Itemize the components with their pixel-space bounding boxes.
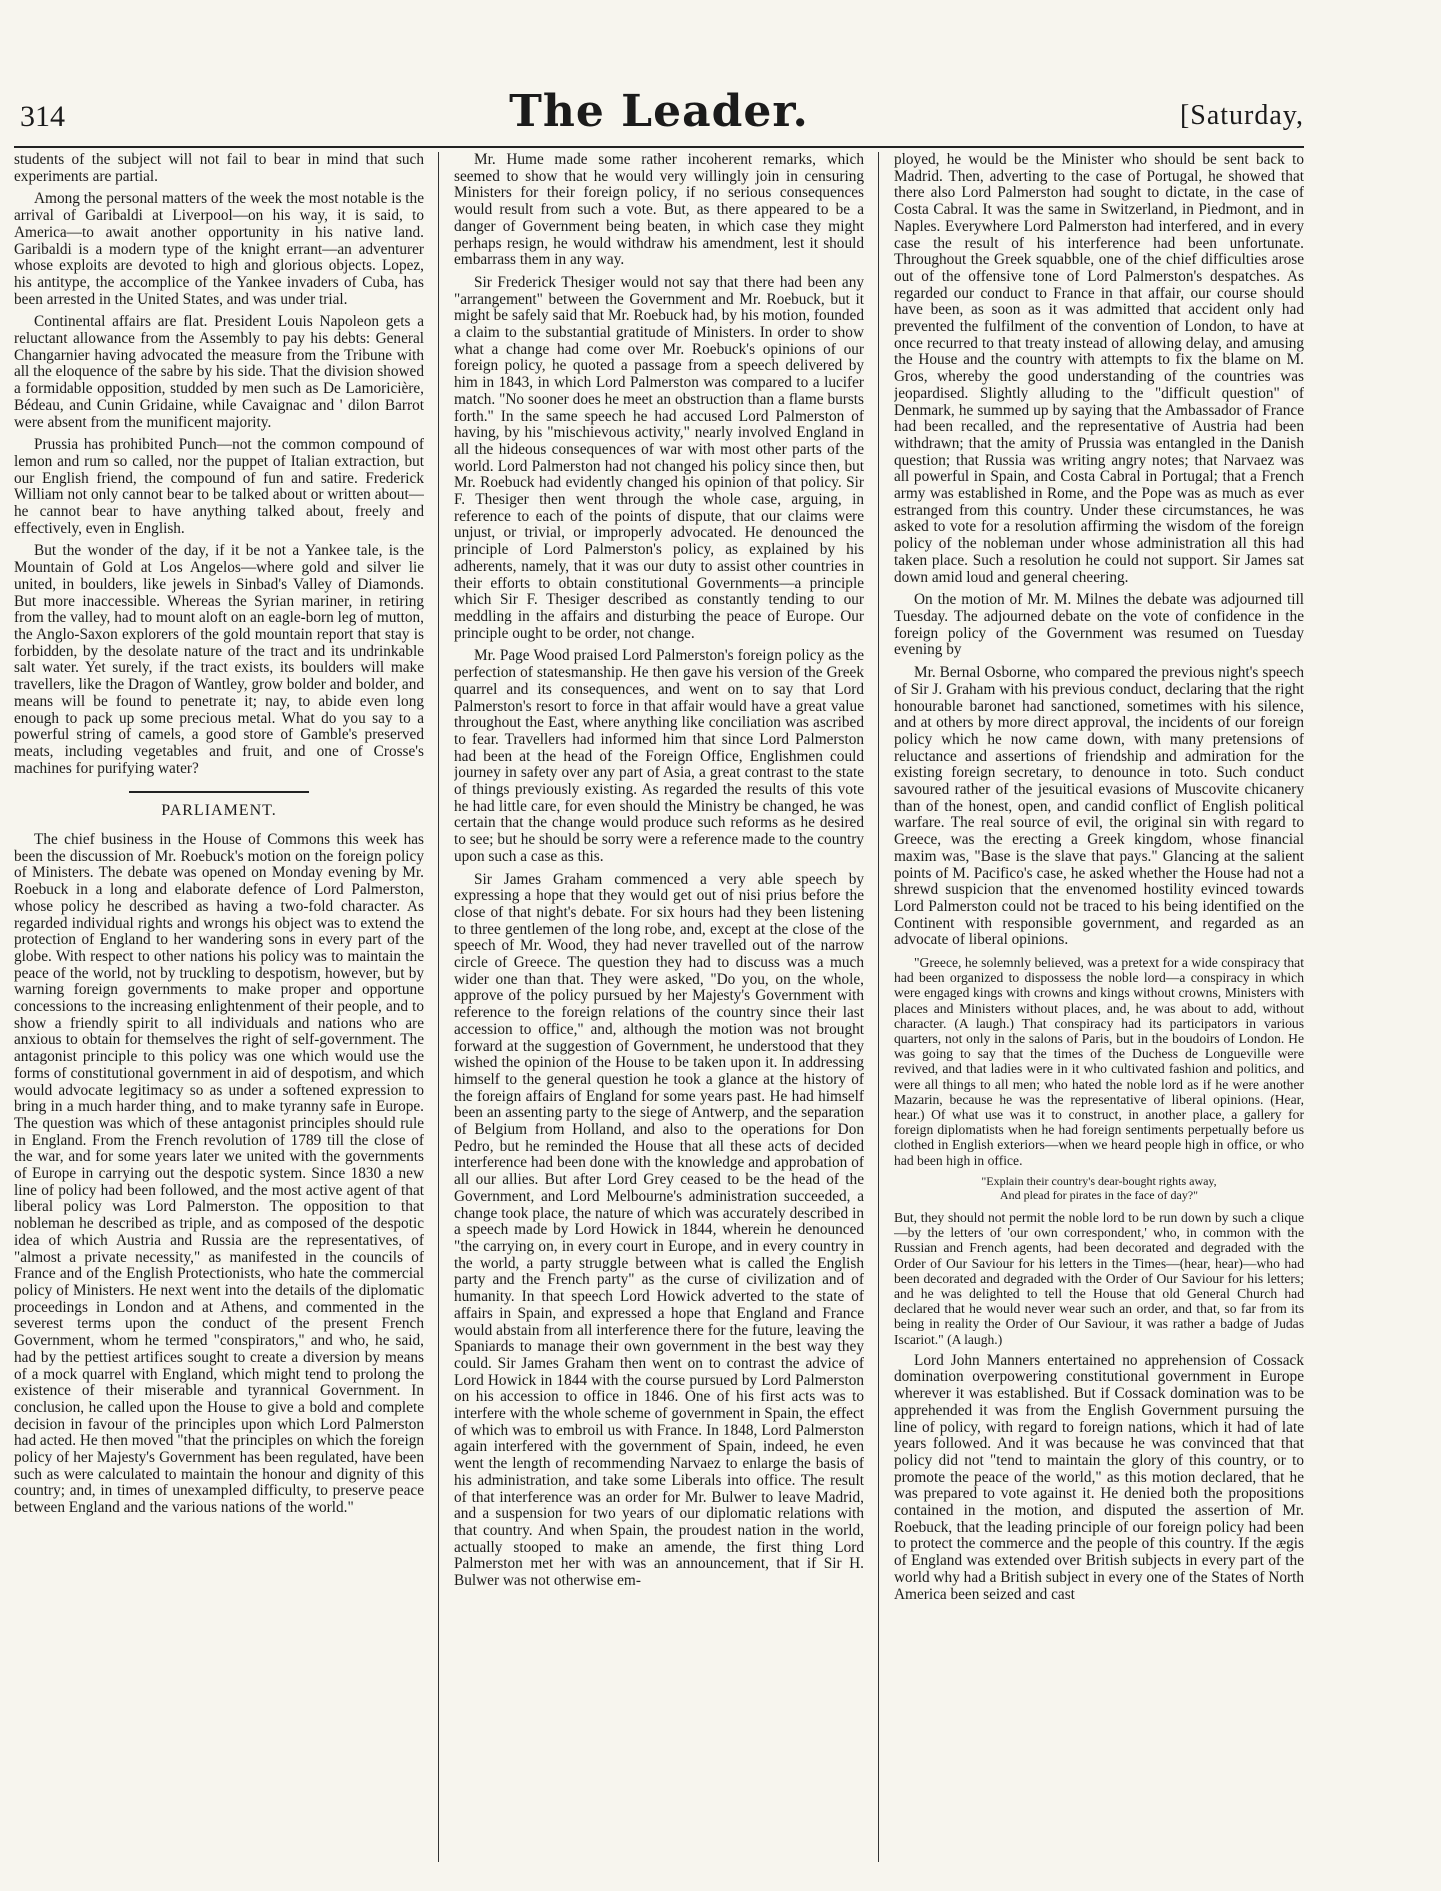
section-rule [129, 791, 309, 793]
paragraph: Prussia has prohibited Punch—not the common compound of lemon and rum so called, nor the puppet of Italian extraction, but our English friend, the compound of fun and satire. Frederick William not only cannot bear to be talked about or written about—he cannot bear to have anything talked about, freely and effectively, even in English. [14, 436, 424, 537]
verse-quotation [894, 1174, 1304, 1202]
column-divider [438, 152, 439, 1862]
newspaper-title: The Leader. [509, 86, 809, 137]
paragraph: Among the personal matters of the week the most notable is the arrival of Garibaldi at Liverpool—on his way, it is said, to America—to await another opportunity in his native land. Garibaldi is a modern type of the knight errant—an adventurer whose exploits are devoted to high and glorious objects. Lopez, his antitype, the accomplice of the Yankee invaders of Cuba, has been arrested in the United States, and was under trial. [14, 190, 424, 308]
quoted-speech: "Greece, he solemnly believed, was a pretext for a wide conspiracy that had been organized to dispossess the noble lord—a conspiracy in which were engaged kings with crowns and kings without crowns, Ministers with places and Ministers without places, and, he was about to add, without character. (A laugh.) That conspiracy had its participators in various quarters, not only in the salons of Paris, but in the boudoirs of London. He was going to say that the times of the Duchess de Longueville were revived, and that ladies were in it who cultivated fashion and politics, and were all things to all men; who hated the noble lord as if he were another Mazarin, because he was the representative of liberal opinions. (Hear, hear.) Of what use was it to construct, in another place, a gallery for foreign diplomatists when he had foreign sentiments perpetually before us clothed in English exteriors—when we heard people high in office, or who had been high in office. [894, 955, 1304, 1168]
paragraph: Mr. Page Wood praised Lord Palmerston's foreign policy as the perfection of statesmanship. He then gave his version of the Greek quarrel and its consequences, and went on to say that Lord Palmerston's resort to force in that affair would have a great value throughout the East, where anything like conciliation was ascribed to fear. Travellers had informed him that since Lord Palmerston had been at the head of the Foreign Office, Englishmen could journey in safety over any part of Asia, a great contrast to the state of things previously existing. As regarded the results of this vote he had little care, for even should the Ministry be changed, he was certain that the change would produce such reforms as he desired to see; but he should be sorry were a reference made to the country upon such a case as this. [454, 647, 864, 865]
paragraph: But the wonder of the day, if it be not a Yankee tale, is the Mountain of Gold at Los Angelos—where gold and silver lie united, in boulders, like jewels in Sinbad's Valley of Diamonds. But more inaccessible. Whereas the Syrian mariner, in retiring from the valley, had to mount aloft on an eagle-born leg of mutton, the Anglo-Saxon explorers of the gold mountain report that stay is forbidden, by the desolate nature of the tract and its undrinkable salt water. Yet surely, if the tract exists, its boulders will make travellers, like the Dragon of Wantley, grow bolder and bolder, and means will be found to penetrate it; nay, to abide even long enough to pack up some precious metal. What do you say to a powerful string of camels, a good store of Gamble's preserved meats, including vegetables and fruit, and one of Crosse's machines for purifying water? [14, 542, 424, 777]
paragraph: The chief business in the House of Commons this week has been the discussion of Mr. Roebuck's motion on the foreign policy of Ministers. The debate was opened on Monday evening by Mr. Roebuck in a long and elaborate defence of Lord Palmerston, whose policy he described as having a two-fold character. As regarded individual rights and wrongs his object was to extend the protection of England to her wandering sons in every part of the globe. With respect to other nations his policy was to maintain the peace of the world, not by truckling to despotism, however, but by warning foreign governments to make proper and opportune concessions to the increasing enlightenment of their people, and to show a friendly spirit to all individuals and nations who are anxious to obtain for themselves the right of self-government. The antagonist principle to this policy was one which would use the forms of constitutional government in aid of despotism, and which would advocate legitimacy so as under a softened expression to bring in a much harder thing, and to make tyranny safe in Europe. The question was which of these antagonist principles should rule in England. From the French revolution of 1789 till the close of the war, and for some years later we united with the governments of Europe in carrying out the despotic system. Since 1830 a new line of policy had been followed, and the most active agent of that liberal policy was Lord Palmerston. The opposition to that nobleman he described as triple, and as composed of the despotic idea of which Austria and Russia are the representatives, of "almost a private necessity," as manifested in the councils of France and of the English Protectionists, who hate the commercial policy of Ministers. He next went into the details of the diplomatic proceedings in London and at Athens, and commented in the severest terms upon the conduct of the present French Government, whom he termed "conspirators," and who, he said, had by the pettiest artifices sought to create a diversion by means of a mock quarrel with England, which might tend to prolong the existence of their miserable and tyrannical Government. In conclusion, he called upon the House to give a bold and complete decision in favour of the principles upon which Lord Palmerston had acted. He then moved "that the principles on which the foreign policy of her Majesty's Government has been regulated, have been such as were calculated to maintain the honour and dignity of this country; and, in times of unexampled difficulty, to preserve peace between England and the various nations of the world." [14, 831, 424, 1517]
section-heading: PARLIAMENT. [161, 802, 277, 820]
verse-line: And plead for pirates in the face of day?" [999, 1187, 1199, 1202]
page-number: 314 [20, 100, 65, 133]
paragraph: Sir James Graham commenced a very able speech by expressing a hope that they would get out of nisi prius before the close of that night's debate. For six hours had they been listening to three gentlemen of the long robe, and, except at the close of the speech of Mr. Wood, they had never travelled out of the narrow circle of Greece. The question they had to discuss was a much wider one than that. They were asked, "Do you, on the whole, approve of the policy pursued by her Majesty's Government with reference to the foreign relations of the country since their last accession to office," and, although the motion was not brought forward at the suggestion of Government, he understood that they wished the opinion of the House to be taken upon it. In addressing himself to the general question he took a glance at the history of the foreign affairs of England for some years past. He had himself been an assenting party to the siege of Antwerp, and the separation of Belgium from Holland, and also to the operations for Don Pedro, but he reminded the House that all these acts of decided interference had been done with the knowledge and approbation of all our allies. But after Lord Grey ceased to be the head of the Government, and Lord Melbourne's administration succeeded, a change took place, the nature of which was accurately described in a speech made by Lord Howick in 1844, wherein he denounced "the carrying on, in every court in Europe, and in every country in the world, a party struggle between what is called the English party and the French party" as the curse of civilization and of humanity. In that speech Lord Howick adverted to the state of affairs in Spain, and expressed a hope that England and France would abstain from all interference there for the future, leaving the Spaniards to manage their own government in the best way they could. Sir James Graham then went on to contrast the advice of Lord Howick in 1844 with the course pursued by Lord Palmerston on his accession to office in 1846. One of his first acts was to interfere with the whole scheme of government in Spain, the effect of which was to embroil us with France. In 1848, Lord Palmerston again interfered with the government of Spain, indeed, he even went the length of recommending Narvaez to enlarge the basis of his administration, and take some Liberals into office. The result of that interference was an order for Mr. Bulwer to leave Madrid, and a suspension for two years of our diplomatic relations with that country. And when Spain, the proudest nation in the world, actually stooped to make an amende, the first thing Lord Palmerston met her with was an announcement, that if Sir H. Bulwer was not otherwise em- [454, 870, 864, 1590]
paragraph: students of the subject will not fail to bear in mind that such experiments are partial. [14, 152, 424, 185]
paragraph: Mr. Bernal Osborne, who compared the previous night's speech of Sir J. Graham with his previous conduct, declaring that the right honourable baronet had sanctioned, sometimes with his silence, and at others by more direct approval, the incidents of our foreign policy which he now came down, with many pretensions of reluctance and assertions of friendship and admiration for the existing foreign secretary, to denounce in toto. Such conduct savoured rather of the jesuitical evasions of Muscovite chicanery than of the honest, open, and candid conflict of English political warfare. The real source of evil, the original sin with regard to Greece, was the erecting a Greek kingdom, whose financial maxim was, "Base is the slave that pays." Glancing at the salient points of M. Pacifico's case, he asked whether the House had not a shrewd suspicion that the envenomed hostility evinced towards Lord Palmerston could not be traced to his being identified on the Continent with responsible government, and regarded as an advocate of liberal opinions. [894, 664, 1304, 949]
column-divider [878, 152, 879, 1862]
masthead-rule [14, 146, 1304, 148]
issue-day: [Saturday, [1179, 100, 1304, 131]
column-left [14, 152, 424, 1862]
column-middle [454, 152, 864, 1862]
column-right [894, 152, 1304, 1862]
paragraph: On the motion of Mr. M. Milnes the debate was adjourned till Tuesday. The adjourned debate on the vote of confidence in the foreign policy of the Government was resumed on Tuesday evening by [894, 591, 1304, 659]
paragraph: Sir Frederick Thesiger would not say that there had been any "arrangement" between the Government and Mr. Roebuck, but it might be safely said that Mr. Roebuck had, by his motion, founded a claim to the substantial gratitude of Ministers. In order to show what a change had come over Mr. Roebuck's opinions of our foreign policy, he quoted a passage from a speech delivered by him in 1843, in which Lord Palmerston was compared to a lucifer match. "No sooner does he meet an obstruction than a flame bursts forth." In the same speech he had accused Lord Palmerston of having, by his "mischievous activity," nearly involved England in all the hideous consequences of war with most other parts of the world. Lord Palmerston had not changed his policy since then, but Mr. Roebuck had evidently changed his opinion of that policy. Sir F. Thesiger then went through the whole case, arguing, in reference to each of the points of dispute, that our claims were unjust, or trivial, or improperly advocated. He denounced the principle of Lord Palmerston's policy, as explained by his adherents, namely, that it was our duty to assist other countries in their efforts to obtain constitutional Governments—a principle which Sir F. Thesiger described as constantly tending to our meddling in the affairs and disturbing the peace of Europe. Our principle ought to be order, not change. [454, 273, 864, 642]
verse-line: "Explain their country's dear-bought rights away, [981, 1173, 1217, 1188]
paragraph: Lord John Manners entertained no apprehension of Cossack domination overpowering constitutional government in Europe wherever it was established. But if Cossack domination was to be apprehended it was from the English Government pursuing the line of policy, with regard to foreign nations, which it had of late years followed. And it was because he was convinced that that policy did not "tend to maintain the glory of this country, or to promote the peace of the world," as this motion declared, that he was prepared to vote against it. He denied both the propositions contained in the motion, and disputed the assertion of Mr. Roebuck, that the leading principle of our foreign policy had been to protect the commerce and the people of this country. If the ægis of England was extended over British subjects in every part of the world why had a British subject in every one of the States of North America been seized and cast [894, 1351, 1304, 1603]
paragraph: ployed, he would be the Minister who should be sent back to Madrid. Then, adverting to the case of Portugal, he showed that there also Lord Palmerston had sought to dictate, in the case of Costa Cabral. It was the same in Switzerland, in Piedmont, and in Naples. Everywhere Lord Palmerston had interfered, and in every case the result of his interference had been unfortunate. Throughout the Greek squabble, one of the chief difficulties arose out of the offensive tone of Lord Palmerston's despatches. As regarded our conduct to France in that affair, our course should have been, as soon as it was admitted that accident only had prevented the fulfilment of the convention of London, to have at once recurred to that treaty instead of allowing delay, and amusing the House and the country with attempts to fix the blame on M. Gros, whereby the good understanding of the countries was jeopardised. Slightly alluding to the "difficult question" of Denmark, he summed up by saying that the Ambassador of France had been recalled, and the representative of Austria had been withdrawn; that the amity of Prussia was entangled in the Danish question; that Russia was writing angry notes; that Narvaez was all powerful in Spain, and Costa Cabral in Portugal; that a French army was established in Rome, and the Pope was as much as ever estranged from this country. Under these circumstances, he was asked to vote for a resolution affirming the wisdom of the foreign policy of the nobleman under whose administration all this had taken place. Such a resolution he could not support. Sir James sat down amid loud and general cheering. [894, 152, 1304, 586]
paragraph: Mr. Hume made some rather incoherent remarks, which seemed to show that he would very willingly join in censuring Ministers for their foreign policy, if no serious consequences would result from such a vote. But, as there appeared to be a danger of Government being beaten, in which case they might perhaps resign, he would withdraw his amendment, lest it should embarrass them in any way. [454, 152, 864, 269]
quoted-speech: But, they should not permit the noble lord to be run down by such a clique—by the letters of 'our own correspondent,' who, in common with the Russian and French agents, had been decorated and degraded with the Order of Our Saviour for his letters in the Times—(hear, hear)—who had been decorated and degraded with the Order of Our Saviour for his letters; and he was delighted to tell the House that old General Church had declared that he would never wear such an order, and that, so far from its being in reality the Order of Our Saviour, it was rather a badge of Judas Iscariot." (A laugh.) [894, 1209, 1304, 1347]
masthead [14, 86, 1304, 148]
paragraph: Continental affairs are flat. President Louis Napoleon gets a reluctant allowance from the Assembly to pay his debts: General Changarnier having advocated the measure from the Tribune with all the eloquence of the sabre by his side. That the division showed a formidable opposition, studded by men such as De Lamoricière, Bédeau, and Cunin Gridaine, while Cavaignac and ' dilon Barrot were absent from the munificent majority. [14, 313, 424, 431]
